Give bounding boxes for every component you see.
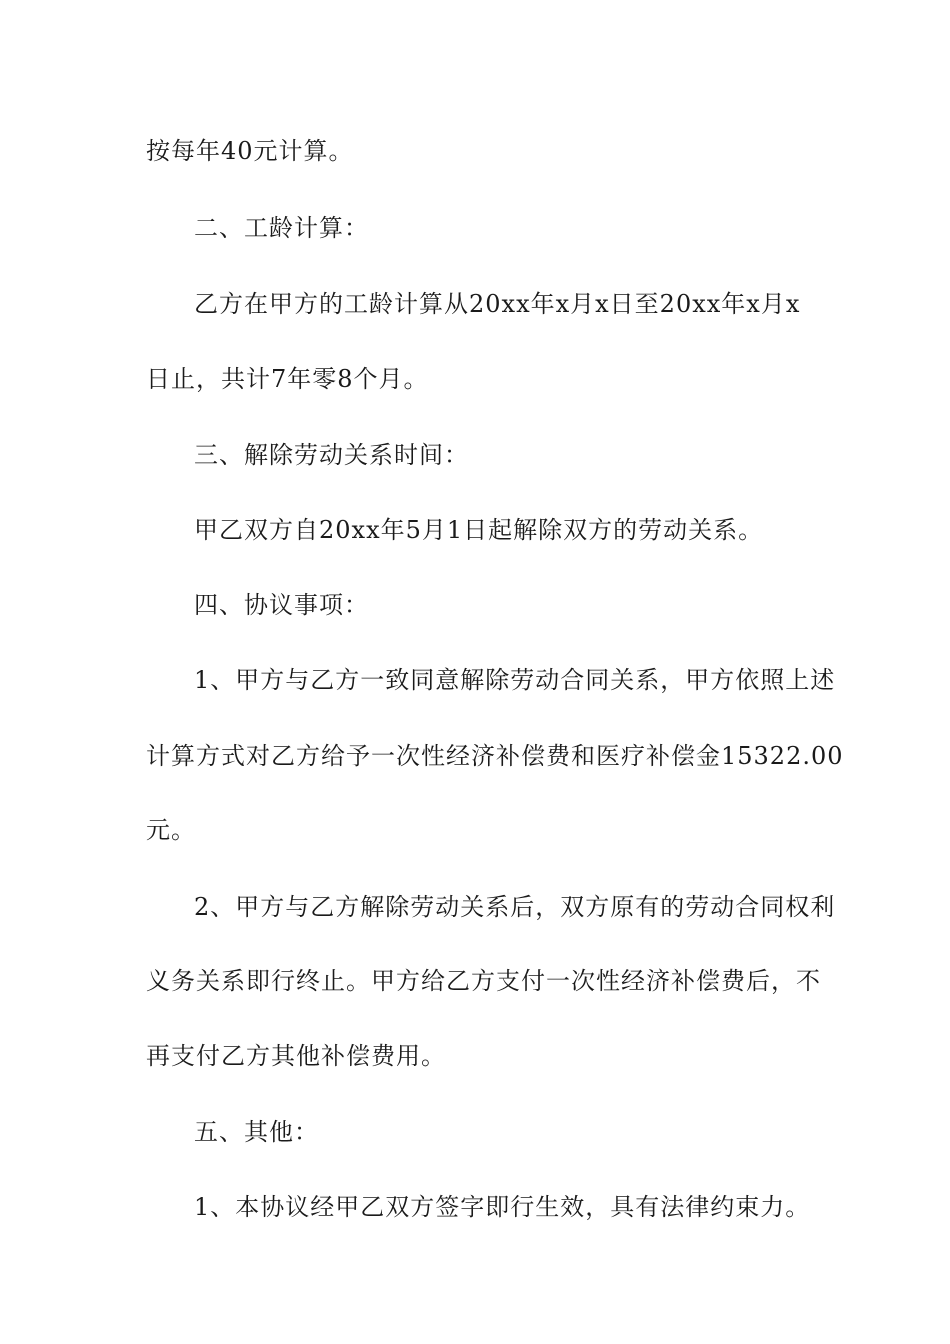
text-line-item2-1: 2、甲方与乙方解除劳动关系后，双方原有的劳动合同权利 bbox=[194, 893, 836, 921]
text-line-seniority-2: 日止，共计7年零8个月。 bbox=[146, 365, 429, 393]
text-line-item2-3: 再支付乙方其他补偿费用。 bbox=[146, 1042, 446, 1070]
text-line-item2-2: 义务关系即行终止。甲方给乙方支付一次性经济补偿费后，不 bbox=[146, 967, 821, 995]
section-heading-seniority: 二、工龄计算： bbox=[194, 214, 369, 242]
text-line-item1-2: 计算方式对乙方给予一次性经济补偿费和医疗补偿金15322.00 bbox=[146, 742, 844, 770]
text-line-item1-3: 元。 bbox=[146, 816, 196, 844]
text-line-item1-1: 1、甲方与乙方一致同意解除劳动合同关系，甲方依照上述 bbox=[194, 666, 836, 694]
text-line-other-item1: 1、本协议经甲乙双方签字即行生效，具有法律约束力。 bbox=[194, 1193, 811, 1221]
section-heading-termination-time: 三、解除劳动关系时间： bbox=[194, 441, 469, 469]
text-line-calc-rate: 按每年40元计算。 bbox=[146, 137, 354, 165]
text-line-termination-date: 甲乙双方自20xx年5月1日起解除双方的劳动关系。 bbox=[194, 516, 764, 544]
text-line-seniority-1: 乙方在甲方的工龄计算从20xx年x月x日至20xx年x月x bbox=[194, 290, 801, 318]
section-heading-agreement-items: 四、协议事项： bbox=[194, 591, 369, 619]
section-heading-other: 五、其他： bbox=[194, 1118, 319, 1146]
